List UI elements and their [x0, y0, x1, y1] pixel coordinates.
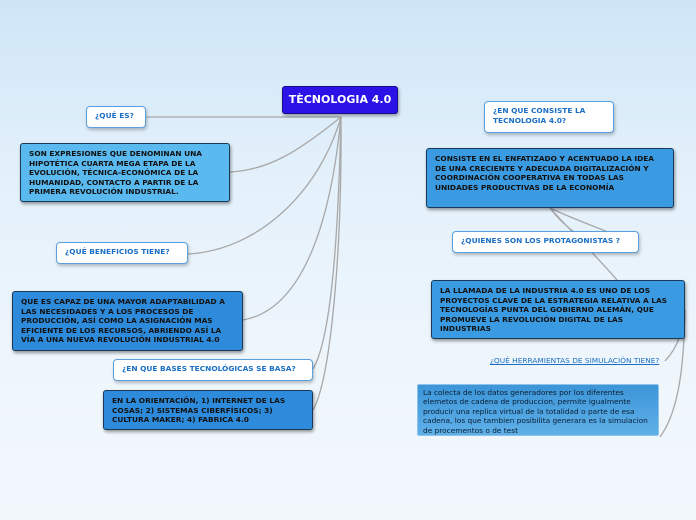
answer-tech-bases[interactable]: EN LA ORIENTACIÓN, 1) INTERNET DE LAS COSAS; 2) SISTEMAS CIBERFÍSICOS; 3) CULTURA MAKER; 4) FABRICA 4.0	[103, 390, 313, 430]
answer-simulation-tools[interactable]: La colecta de los datos generadores por los diferentes elemetos de cadena de produccion, permite igualmente producir una replica virtual de la totalidad o parte de esa cadena, los que tambien posibilita generara es la simulacion de procementos o de test	[417, 384, 659, 436]
answer-benefits[interactable]: QUE ES CAPAZ DE UNA MAYOR ADAPTABILIDAD A LAS NECESIDADES Y A LOS PROCESOS DE PRODUCCIÓN, ASÍ COMO LA ASIGNACIÓN MAS EFICIENTE DE LOS RECURSOS, ABRIENDO ASÍ LA VÍA A UNA NUEVA REVOLUCIÓN INDUSTRIAL 4.0	[12, 291, 243, 351]
question-tech-bases[interactable]: ¿EN QUE BASES TECNOLÓGICAS SE BASA?	[113, 359, 313, 381]
question-simulation-tools[interactable]: ¿QUÉ HERRAMIENTAS DE SIMULACIÓN TIENE?	[490, 356, 660, 365]
answer-protagonists[interactable]: LA LLAMADA DE LA INDUSTRIA 4.0 ES UNO DE LOS PROYECTOS CLAVE DE LA ESTRATEGIA RELATIVA A LAS TECNOLOGÍAS PUNTA DEL GOBIERNO ALEMÁN, QUE PROMUEVE LA REVOLUCIÓN DIGITAL DE LAS INDUSTRIAS	[431, 280, 685, 339]
link-bases-answer	[313, 117, 341, 410]
root-node-title[interactable]: TÈCNOLOGIA 4.0	[282, 86, 398, 114]
answer-what-is[interactable]: SON EXPRESIONES QUE DENOMINAN UNA HIPOTÉTICA CUARTA MEGA ETAPA DE LA EVOLUCIÓN, TÉCNICA-ECONÓMICA DE LA HUMANIDAD, CONTACTO A PARTIR DE LA PRIMERA REVOLUCIÓN INDUSTRIAL.	[20, 143, 230, 202]
link-benefits-answer	[243, 117, 341, 320]
link-what-is-answer	[230, 117, 341, 172]
question-consists[interactable]: ¿EN QUE CONSISTE LA TECNOLOGIA 4.0?	[484, 101, 614, 133]
question-protagonists[interactable]: ¿QUIENES SON LOS PROTAGONISTAS ?	[452, 231, 639, 253]
question-benefits[interactable]: ¿QUÉ BENEFICIOS TIENE?	[56, 242, 188, 264]
question-what-is[interactable]: ¿QUÉ ES?	[86, 106, 146, 128]
answer-consists[interactable]: CONSISTE EN EL ENFATIZADO Y ACENTUADO LA IDEA DE UNA CRECIENTE Y ADECUADA DIGITALIZACIÓN Y COORDINACIÓN COOPERATIVA EN TODAS LAS UNIDADES PRODUCTIVAS DE LA ECONOMÍA	[426, 148, 674, 208]
